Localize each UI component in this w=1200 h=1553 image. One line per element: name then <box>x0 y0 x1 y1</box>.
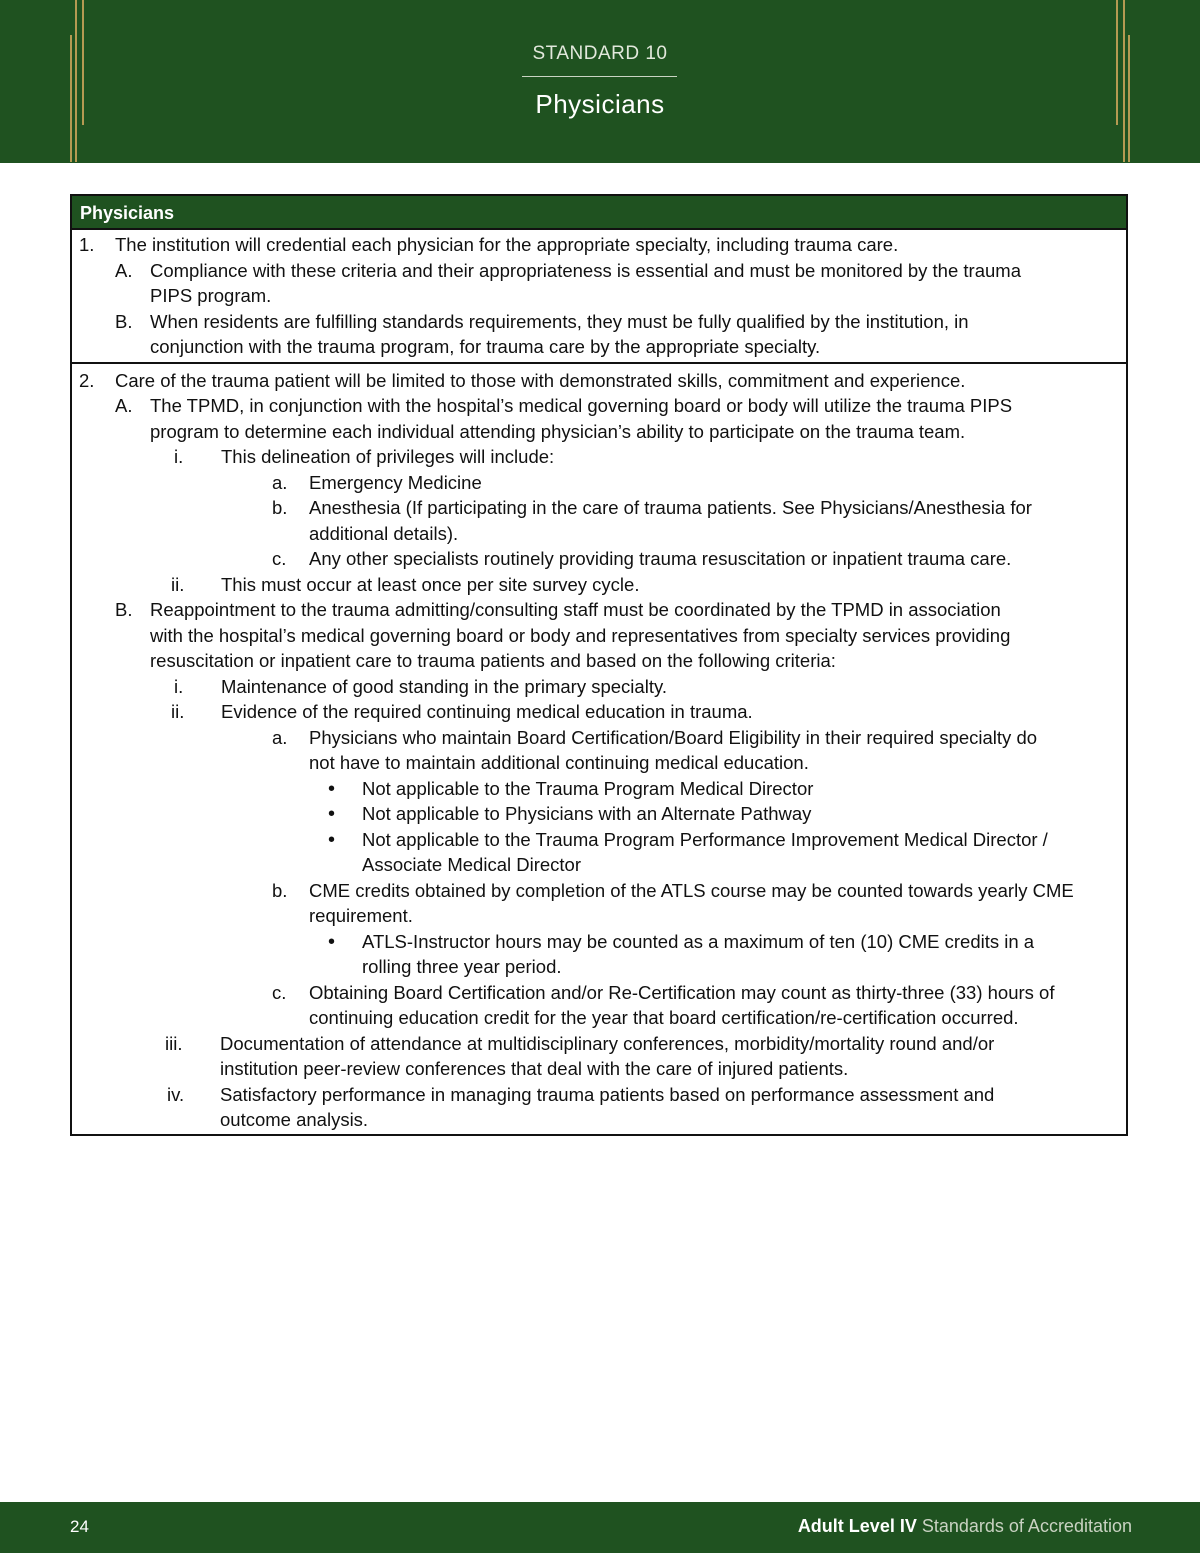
item-text: Obtaining Board Certification and/or Re-Certification may count as thirty-three (33) hours of <box>309 982 1055 1003</box>
item-text: institution peer-review conferences that deal with the care of injured patients. <box>220 1058 849 1079</box>
item-text: with the hospital’s medical governing board or body and representatives from specialty services providing <box>150 625 1011 646</box>
item-text: The TPMD, in conjunction with the hospital’s medical governing board or body will utilize the trauma PIPS <box>150 395 1013 416</box>
bullet-icon: • <box>328 931 336 953</box>
item-text: CME credits obtained by completion of the ATLS course may be counted towards yearly CME <box>309 880 1074 901</box>
header-gold-line <box>75 0 77 162</box>
item-text: Satisfactory performance in managing trauma patients based on performance assessment and <box>220 1084 995 1105</box>
bullet-text: rolling three year period. <box>362 956 562 977</box>
item-text: Any other specialists routinely providing trauma resuscitation or inpatient trauma care. <box>309 548 1012 569</box>
bullet-icon: • <box>328 829 336 851</box>
item-marker: B. <box>115 599 133 620</box>
item-text: program to determine each individual attending physician’s ability to participate on the trauma team. <box>150 421 966 442</box>
item-text: Maintenance of good standing in the primary specialty. <box>221 676 667 697</box>
item-marker: B. <box>115 311 133 332</box>
bullet-text: ATLS-Instructor hours may be counted as a maximum of ten (10) CME credits in a <box>362 931 1035 952</box>
item-text: Documentation of attendance at multidisciplinary conferences, morbidity/mortality round and/or <box>220 1033 995 1054</box>
standard-number: STANDARD 10 <box>532 43 668 64</box>
standards-table <box>70 194 1128 1136</box>
footer-brand-bold: Adult Level IV <box>797 1516 917 1536</box>
bullet-text: Not applicable to the Trauma Program Medical Director <box>362 778 814 799</box>
item-text: outcome analysis. <box>220 1109 369 1130</box>
item-text: continuing education credit for the year that board certification/re-certification occurred. <box>309 1007 1019 1028</box>
item-text: conjunction with the trauma program, for trauma care by the appropriate specialty. <box>150 336 821 357</box>
item-text: This delineation of privileges will include: <box>221 446 555 467</box>
item-text: additional details). <box>309 523 459 544</box>
bullet-icon: • <box>328 778 336 800</box>
item-marker: iv. <box>167 1084 185 1105</box>
item-text: Compliance with these criteria and their appropriateness is essential and must be monitored by the trauma <box>150 260 1021 281</box>
item-marker: a. <box>272 727 288 748</box>
item-text: PIPS program. <box>150 285 272 306</box>
bullet-icon: • <box>328 803 336 825</box>
item-marker: i. <box>174 446 184 467</box>
item-text: Care of the trauma patient will be limited to those with demonstrated skills, commitment and experience. <box>115 370 966 391</box>
item-text: Physicians who maintain Board Certification/Board Eligibility in their required specialty do <box>309 727 1038 748</box>
item-text: Evidence of the required continuing medical education in trauma. <box>221 701 753 722</box>
item-text: resuscitation or inpatient care to trauma patients and based on the following criteria: <box>150 650 836 671</box>
bullet-text: Not applicable to the Trauma Program Performance Improvement Medical Director / <box>362 829 1048 850</box>
table-heading: Physicians <box>72 196 1126 230</box>
item-text: Reappointment to the trauma admitting/consulting staff must be coordinated by the TPMD in association <box>150 599 1001 620</box>
item-text: This must occur at least once per site survey cycle. <box>221 574 640 595</box>
page-header <box>0 0 1200 163</box>
item-number: 1. <box>79 234 95 255</box>
item-text: When residents are fulfilling standards requirements, they must be fully qualified by the institution, in <box>150 311 969 332</box>
bullet-text: Not applicable to Physicians with an Alternate Pathway <box>362 803 812 824</box>
item-marker: c. <box>272 982 287 1003</box>
item-text: Anesthesia (If participating in the care of trauma patients. See Physicians/Anesthesia for <box>309 497 1032 518</box>
header-divider <box>522 76 677 77</box>
item-text: The institution will credential each physician for the appropriate specialty, including trauma care. <box>115 234 899 255</box>
bullet-text: Associate Medical Director <box>362 854 581 875</box>
item-marker: A. <box>115 395 133 416</box>
item-number: 2. <box>79 370 95 391</box>
page-number: 24 <box>70 1517 89 1536</box>
section-1 <box>72 230 1126 364</box>
item-marker: c. <box>272 548 287 569</box>
item-marker: iii. <box>165 1033 183 1054</box>
item-marker: b. <box>272 497 288 518</box>
page-title: Physicians <box>535 89 665 119</box>
item-marker: A. <box>115 260 133 281</box>
footer-brand-rest: Standards of Accreditation <box>921 1516 1132 1536</box>
item-marker: b. <box>272 880 288 901</box>
header-gold-line <box>1123 0 1125 162</box>
item-text: Emergency Medicine <box>309 472 482 493</box>
item-marker: a. <box>272 472 288 493</box>
section-2 <box>72 364 1126 1134</box>
item-text: not have to maintain additional continuing medical education. <box>309 752 809 773</box>
item-marker: ii. <box>171 574 185 595</box>
item-marker: i. <box>174 676 184 697</box>
page-footer <box>0 1502 1200 1553</box>
item-marker: ii. <box>171 701 185 722</box>
item-text: requirement. <box>309 905 413 926</box>
footer-brand <box>798 1516 1132 1537</box>
